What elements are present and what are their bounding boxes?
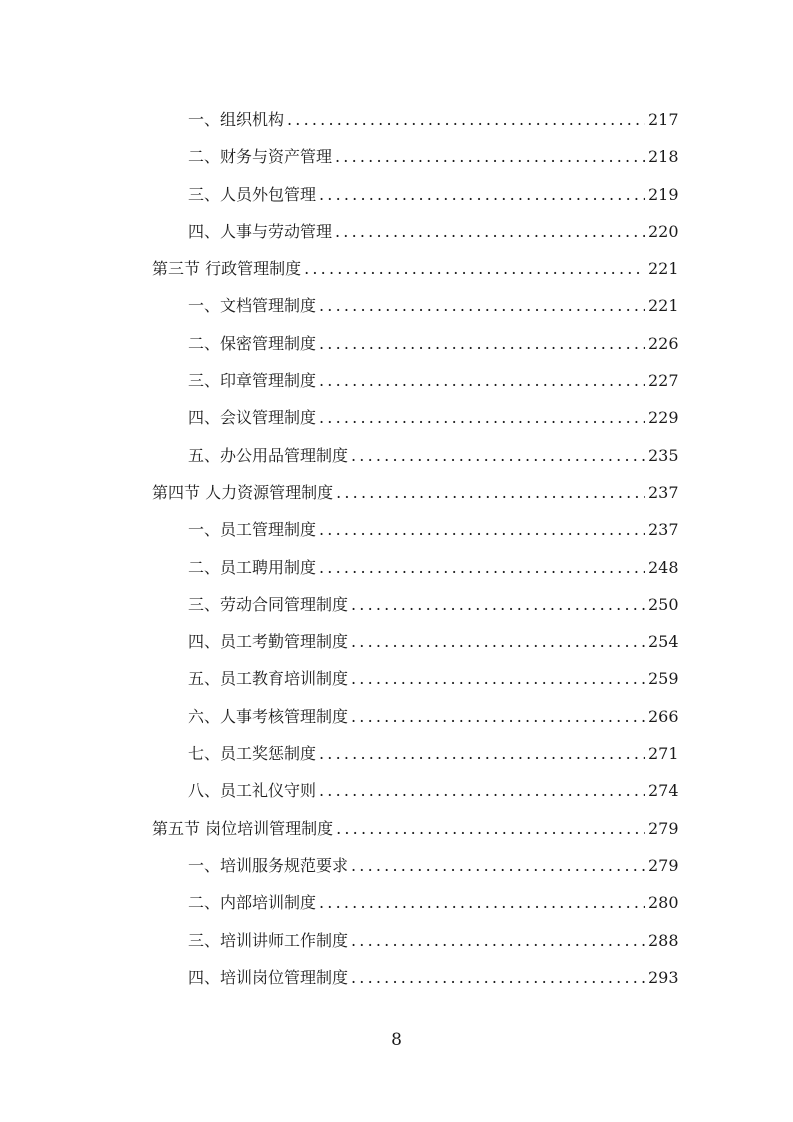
table-of-contents: [0, 101, 793, 996]
toc-entry-page: 271: [648, 744, 679, 764]
toc-entry[interactable]: [0, 362, 793, 399]
toc-entry[interactable]: [0, 660, 793, 697]
dot-leader: [351, 930, 645, 952]
toc-entry[interactable]: [0, 549, 793, 586]
toc-entry[interactable]: [0, 437, 793, 474]
toc-entry-title: 三、劳动合同管理制度: [188, 594, 349, 614]
toc-entry-title: 第五节 岗位培训管理制度: [152, 818, 334, 838]
page-number: 8: [391, 1030, 402, 1050]
toc-entry-title: 三、印章管理制度: [188, 371, 317, 391]
toc-entry-title: 三、培训讲师工作制度: [188, 930, 349, 950]
toc-line: [152, 258, 679, 280]
toc-entry-title: 第三节 行政管理制度: [152, 259, 302, 279]
toc-line: [188, 519, 679, 541]
toc-entry-page: 221: [648, 296, 679, 316]
toc-entry-page: 280: [648, 893, 679, 913]
toc-entry-page: 227: [648, 371, 679, 391]
dot-leader: [351, 855, 645, 877]
dot-leader: [336, 818, 645, 840]
dot-leader: [351, 594, 645, 616]
toc-line: [188, 668, 679, 690]
dot-leader: [351, 631, 645, 653]
toc-line: [188, 930, 679, 952]
toc-line: [188, 184, 679, 206]
toc-line: [188, 295, 679, 317]
toc-entry-page: 279: [648, 855, 679, 875]
toc-entry-page: 293: [648, 967, 679, 987]
toc-line: [152, 818, 679, 840]
toc-line: [188, 780, 679, 802]
toc-entry-page: 248: [648, 557, 679, 577]
toc-entry-title: 二、内部培训制度: [188, 893, 317, 913]
toc-line: [188, 557, 679, 579]
dot-leader: [319, 370, 645, 392]
dot-leader: [319, 892, 645, 914]
toc-entry[interactable]: [0, 399, 793, 436]
dot-leader: [304, 258, 645, 280]
toc-entry[interactable]: [0, 511, 793, 548]
toc-entry[interactable]: [0, 623, 793, 660]
dot-leader: [319, 295, 645, 317]
toc-line: [188, 109, 679, 131]
dot-leader: [335, 146, 645, 168]
dot-leader: [351, 967, 645, 989]
toc-line: [188, 333, 679, 355]
toc-line: [188, 743, 679, 765]
dot-leader: [287, 109, 645, 131]
dot-leader: [319, 557, 645, 579]
toc-entry-title: 五、员工教育培训制度: [188, 669, 349, 689]
toc-entry[interactable]: [0, 698, 793, 735]
toc-entry-title: 二、财务与资产管理: [188, 147, 333, 167]
toc-entry-title: 二、保密管理制度: [188, 333, 317, 353]
toc-line: [188, 445, 679, 467]
dot-leader: [319, 743, 645, 765]
toc-line: [188, 370, 679, 392]
dot-leader: [319, 333, 645, 355]
toc-entry-title: 四、人事与劳动管理: [188, 221, 333, 241]
toc-entry[interactable]: [0, 287, 793, 324]
dot-leader: [351, 445, 645, 467]
dot-leader: [336, 482, 645, 504]
toc-entry[interactable]: [0, 772, 793, 809]
toc-entry-title: 八、员工礼仪守则: [188, 781, 317, 801]
toc-line: [188, 221, 679, 243]
toc-line: [188, 146, 679, 168]
toc-section-entry[interactable]: [0, 474, 793, 511]
toc-entry[interactable]: [0, 101, 793, 138]
toc-entry[interactable]: [0, 586, 793, 623]
toc-entry-page: 229: [648, 408, 679, 428]
dot-leader: [351, 706, 645, 728]
toc-entry-page: 226: [648, 333, 679, 353]
toc-entry-title: 六、人事考核管理制度: [188, 706, 349, 726]
toc-entry-page: 266: [648, 706, 679, 726]
toc-entry-page: 235: [648, 445, 679, 465]
toc-entry-page: 237: [648, 482, 679, 502]
dot-leader: [319, 184, 645, 206]
toc-section-entry[interactable]: [0, 810, 793, 847]
toc-entry[interactable]: [0, 847, 793, 884]
toc-entry-page: 259: [648, 669, 679, 689]
dot-leader: [319, 519, 645, 541]
toc-entry-title: 第四节 人力资源管理制度: [152, 482, 334, 502]
toc-entry-page: 220: [648, 221, 679, 241]
toc-entry-page: 217: [648, 110, 679, 129]
toc-entry-title: 四、培训岗位管理制度: [188, 967, 349, 987]
toc-entry-page: 219: [648, 184, 679, 204]
toc-entry-page: 221: [648, 259, 679, 279]
toc-line: [188, 407, 679, 429]
toc-entry-title: 一、文档管理制度: [188, 296, 317, 316]
toc-entry[interactable]: [0, 735, 793, 772]
toc-entry[interactable]: [0, 176, 793, 213]
toc-entry-page: 254: [648, 632, 679, 652]
toc-entry[interactable]: [0, 884, 793, 921]
toc-entry-page: 237: [648, 520, 679, 540]
toc-entry-title: 五、办公用品管理制度: [188, 445, 349, 465]
toc-entry[interactable]: [0, 959, 793, 996]
dot-leader: [319, 780, 645, 802]
dot-leader: [351, 668, 645, 690]
toc-entry-title: 三、人员外包管理: [188, 184, 317, 204]
toc-entry-page: 279: [648, 818, 679, 838]
toc-entry-title: 一、培训服务规范要求: [188, 855, 349, 875]
toc-entry[interactable]: [0, 213, 793, 250]
dot-leader: [319, 407, 645, 429]
toc-entry-title: 一、员工管理制度: [188, 520, 317, 540]
toc-section-entry[interactable]: [0, 250, 793, 287]
toc-line: [188, 855, 679, 877]
dot-leader: [335, 221, 645, 243]
toc-entry-title: 四、员工考勤管理制度: [188, 632, 349, 652]
toc-entry-title: 七、员工奖惩制度: [188, 744, 317, 764]
toc-entry-page: 218: [648, 147, 679, 167]
toc-line: [188, 706, 679, 728]
toc-entry-page: 250: [648, 594, 679, 614]
toc-entry-page: 274: [648, 781, 679, 801]
toc-entry[interactable]: [0, 138, 793, 175]
toc-line: [188, 594, 679, 616]
toc-entry[interactable]: [0, 922, 793, 959]
toc-entry[interactable]: [0, 325, 793, 362]
toc-entry-title: 二、员工聘用制度: [188, 557, 317, 577]
toc-entry-title: 四、会议管理制度: [188, 408, 317, 428]
toc-line: [188, 631, 679, 653]
toc-entry-title: 一、组织机构: [188, 110, 285, 129]
toc-line: [188, 967, 679, 989]
toc-entry-page: 288: [648, 930, 679, 950]
toc-line: [152, 482, 679, 504]
toc-line: [188, 892, 679, 914]
